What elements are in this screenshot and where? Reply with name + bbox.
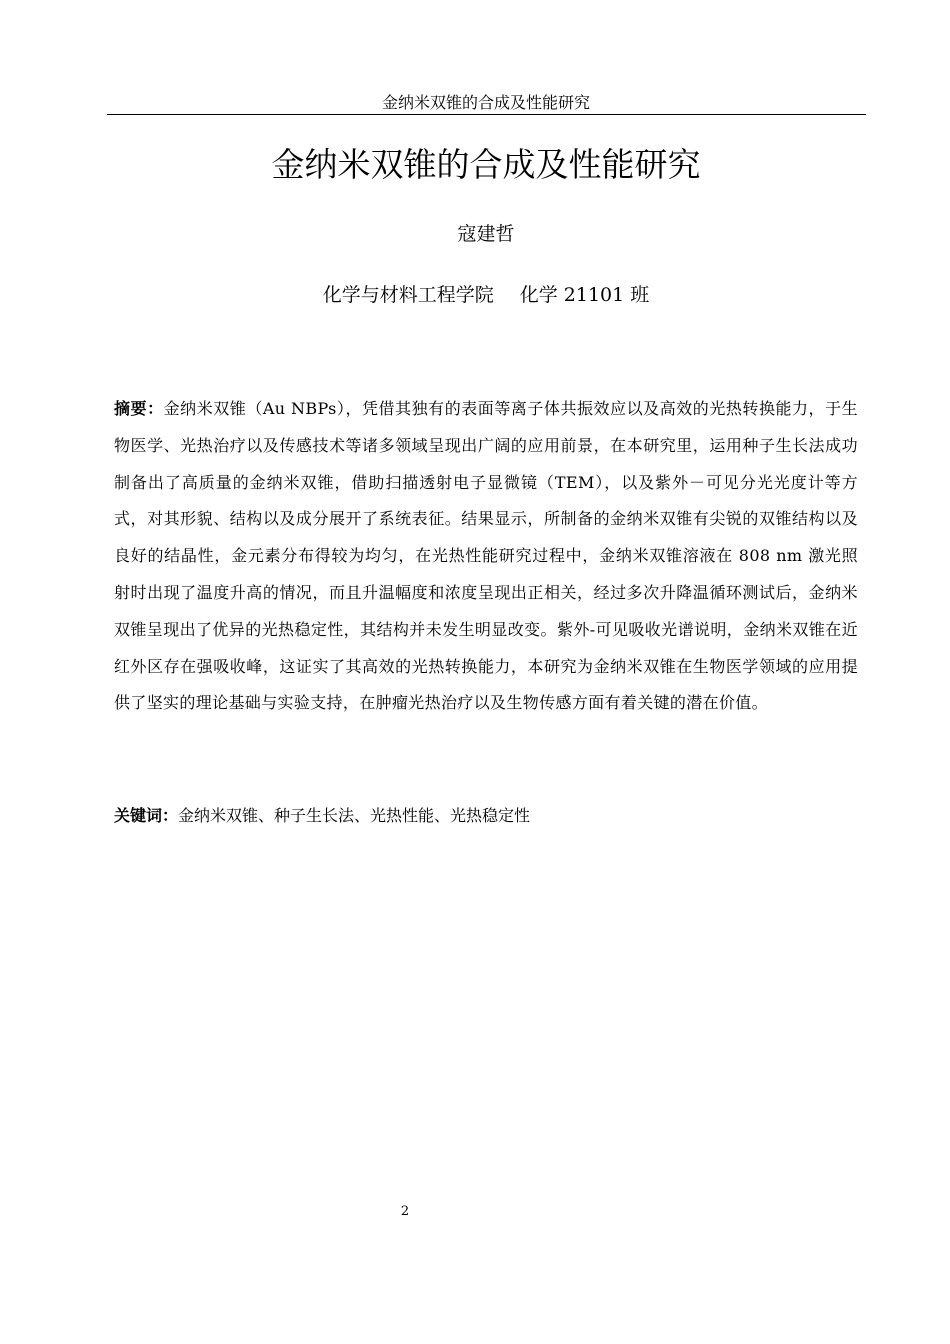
header-rule — [107, 114, 866, 115]
affiliation-class: 化学 21101 班 — [519, 284, 650, 306]
keywords-text: 金纳米双锥、种子生长法、光热性能、光热稳定性 — [178, 806, 531, 825]
abstract — [114, 391, 858, 722]
author-name: 寇建哲 — [457, 223, 515, 245]
running-header: 金纳米双锥的合成及性能研究 — [381, 93, 590, 112]
keywords-label: 关键词： — [114, 806, 179, 825]
affiliation — [107, 281, 865, 309]
abstract-text: 金纳米双锥（Au NBPs），凭借其独有的表面等离子体共振效应以及高效的光热转换能力，于生物医学、光热治疗以及传感技术等诸多领域呈现出广阔的应用前景，在本研究里，运用种子生长法成功制备出了高质量的金纳米双锥，借助扫描透射电子显微镜（TEM），以及紫外－可见分光光度计等方式，对其形貌、结构以及成分展开了系统表征。结果显示，所制备的金纳米双锥有尖锐的双锥结构以及良好的结晶性，金元素分布得较为均匀，在光热性能研究过程中，金纳米双锥溶液在 808 nm 激光照射时出现了温度升高的情况，而且升温幅度和浓度呈现出正相关，经过多次升降温循环测试后，金纳米双锥呈现出了优异的光热稳定性，其结构并未发生明显改变。紫外-可见吸收光谱说明，金纳米双锥在近红外区存在强吸收峰，这证实了其高效的光热转换能力，本研究为金纳米双锥在生物医学领域的应用提供了坚实的理论基础与实验支持，在肿瘤光热治疗以及生物传感方面有着关键的潜在价值。 — [114, 399, 858, 713]
abstract-label: 摘要： — [114, 399, 164, 418]
keywords — [114, 801, 858, 831]
paper-title: 金纳米双锥的合成及性能研究 — [271, 145, 701, 184]
page-number: 2 — [400, 1204, 410, 1219]
affiliation-school: 化学与材料工程学院 — [322, 284, 494, 306]
